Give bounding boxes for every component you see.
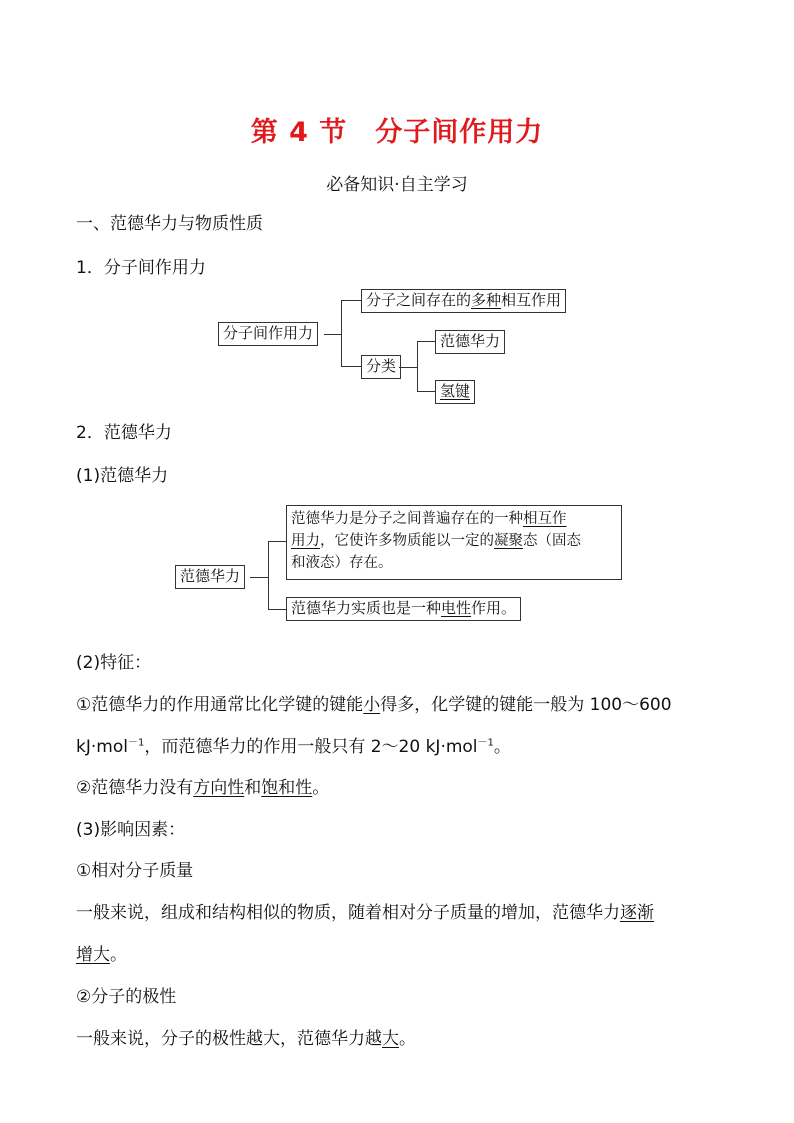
sub-heading: (3)影响因素：	[76, 820, 186, 840]
connector	[341, 300, 361, 301]
connector	[417, 391, 435, 392]
connector	[268, 541, 287, 542]
connector	[341, 300, 342, 367]
connector	[250, 577, 269, 578]
definition-box: 分子之间存在的多种相互作用	[361, 289, 566, 313]
section-heading: 一、范德华力与物质性质	[76, 214, 263, 234]
connector	[341, 366, 361, 367]
definition-box: 范德华力是分子之间普遍存在的一种相互作 用力，它使许多物质能以一定的凝聚态（固态 和液态）存在。	[286, 505, 622, 580]
connector	[268, 541, 269, 610]
item-heading: 1．分子间作用力	[76, 258, 206, 278]
nature-box: 范德华力实质也是一种电性作用。	[286, 597, 521, 621]
factor-1-text: 一般来说，组成和结构相似的物质，随着相对分子质量的增加，范德华力逐渐	[76, 903, 654, 923]
sub-heading: (1)范德华力	[76, 466, 169, 486]
feature-2: ②范德华力没有方向性和饱和性。	[76, 778, 330, 798]
feature-1-cont: kJ·mol$^{-1}$，而范德华力的作用一般只有 2～20 kJ·mol$^{-1}$。	[76, 737, 511, 757]
connector	[399, 367, 418, 368]
feature-1: ①范德华力的作用通常比化学键的键能小得多，化学键的键能一般为 100～600	[76, 695, 672, 715]
diagram-root-box: 范德华力	[175, 565, 245, 589]
factor-1-text-cont: 增大。	[76, 945, 127, 965]
factor-2-text: 一般来说，分子的极性越大，范德华力越大。	[76, 1029, 416, 1049]
page-title: 第 4 节 分子间作用力	[250, 117, 544, 148]
factor-heading: ②分子的极性	[76, 987, 177, 1007]
sub-heading: (2)特征：	[76, 653, 152, 673]
section-subtitle: 必备知识·自主学习	[326, 175, 468, 195]
factor-heading: ①相对分子质量	[76, 861, 194, 881]
connector	[417, 341, 435, 342]
item-heading: 2．范德华力	[76, 423, 172, 443]
connector	[417, 341, 418, 392]
diagram-root-box: 分子间作用力	[218, 322, 318, 346]
type-box-vdw: 范德华力	[435, 330, 505, 354]
type-box-hbond: 氢键	[435, 380, 475, 404]
connector	[324, 334, 342, 335]
classify-box: 分类	[361, 355, 401, 379]
connector	[268, 609, 287, 610]
